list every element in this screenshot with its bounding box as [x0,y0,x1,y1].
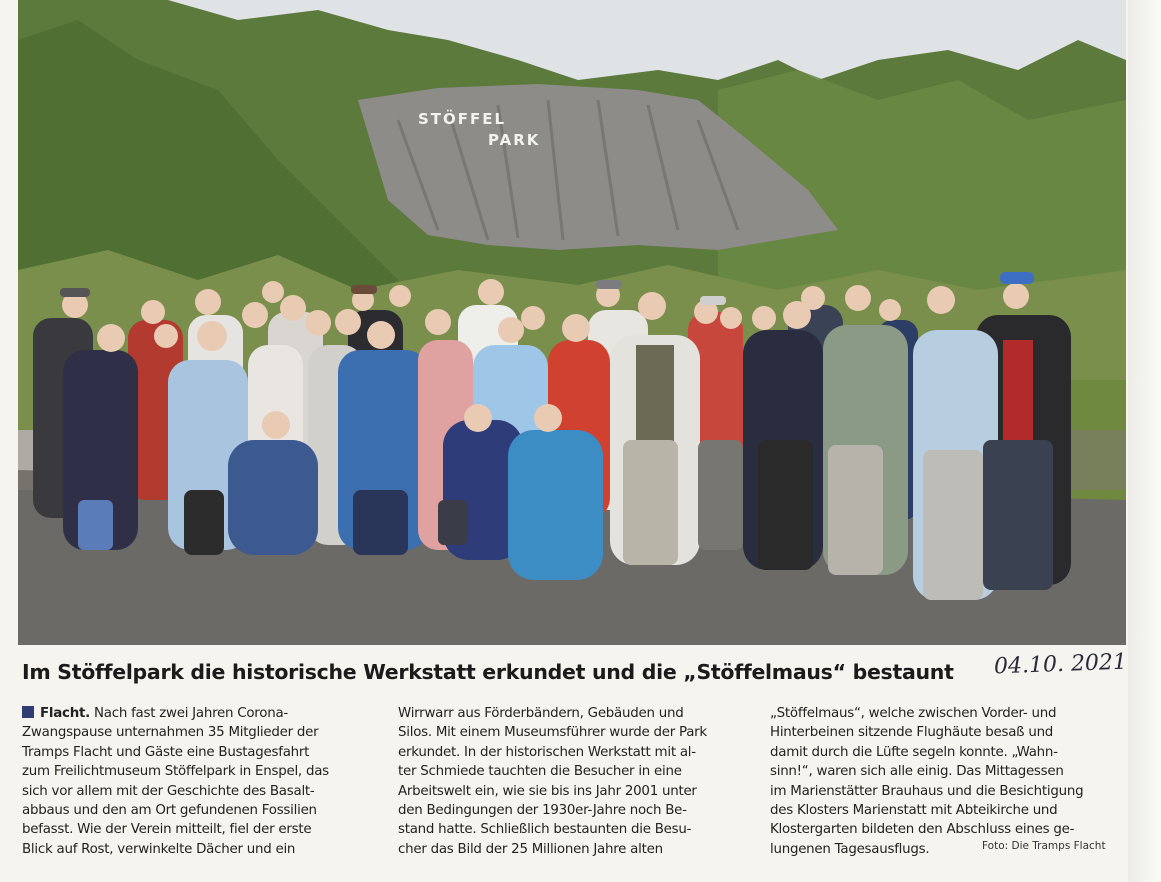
article-line: sinn!“, waren sich alle einig. Das Mittagessen [770,764,1064,780]
article-line [22,704,382,723]
article-line: cher das Bild der 25 Millionen Jahre alten [398,841,663,857]
article-line: Arbeitswelt ein, wie sie bis ins Jahr 2001 unter [398,783,697,799]
article-line: den Bedingungen der 1930er-Jahre noch Be- [398,803,687,819]
article-column-1 [22,704,382,859]
group-photo-illustration [18,0,1126,645]
article-line: Tramps Flacht und Gäste eine Bustagesfahrt [22,744,310,760]
article-column-2 [398,704,748,859]
headline-row [22,650,1147,694]
sign-line2: PARK [488,131,541,149]
article-dateline: Flacht. [40,706,90,721]
article-line: Silos. Mit einem Museumsführer wurde der Park [398,725,707,741]
article-line: erkundet. In der historischen Werkstatt mit al- [398,744,696,760]
article-line: damit durch die Lüfte segeln konnte. „Wahn- [770,744,1058,760]
article-line: im Marienstätter Brauhaus und die Besichtigung [770,783,1084,799]
article-line: zum Freilichtmuseum Stöffelpark in Enspel, das [22,764,329,780]
article-line: Hinterbeinen sitzende Flughäute besaß und [770,725,1054,741]
article-line: lungenen Tagesausflugs. [770,841,930,857]
article-line: „Stöffelmaus“, welche zwischen Vorder- und [770,706,1057,721]
article-line: des Klosters Marienstatt mit Abteikirche und [770,803,1058,819]
section-marker-icon [22,706,34,718]
article-line: Zwangspause unternahmen 35 Mitglieder der [22,725,319,741]
article-line: Blick auf Rost, verwinkelte Dächer und ein [22,841,296,857]
article-line: Klostergarten bildeten den Abschluss eines ge- [770,822,1075,838]
paper-edge [1128,0,1161,882]
article-line: abbaus und den am Ort gefundenen Fossilien [22,803,317,819]
article-line: stand hatte. Schließlich bestaunten die Besu- [398,822,692,838]
article-line: ter Schmiede tauchten die Besucher in eine [398,764,682,780]
group-photo [18,0,1126,645]
photo-credit: Foto: Die Tramps Flacht [982,840,1106,852]
sign-line1: STÖFFEL [418,110,507,128]
article-line: sich vor allem mit der Geschichte des Basalt- [22,783,315,799]
handwritten-date: 04.10. 2021 [993,649,1128,680]
article-line: befasst. Wie der Verein mitteilt, fiel der erste [22,822,312,838]
article-headline: Im Stöffelpark die historische Werkstatt erkundet und die „Stöffelmaus“ bestaunt [22,660,954,684]
article-column-3 [770,704,1130,859]
article-line-text: Nach fast zwei Jahren Corona- [94,706,288,721]
article-line: Wirrwarr aus Förderbändern, Gebäuden und [398,706,684,721]
